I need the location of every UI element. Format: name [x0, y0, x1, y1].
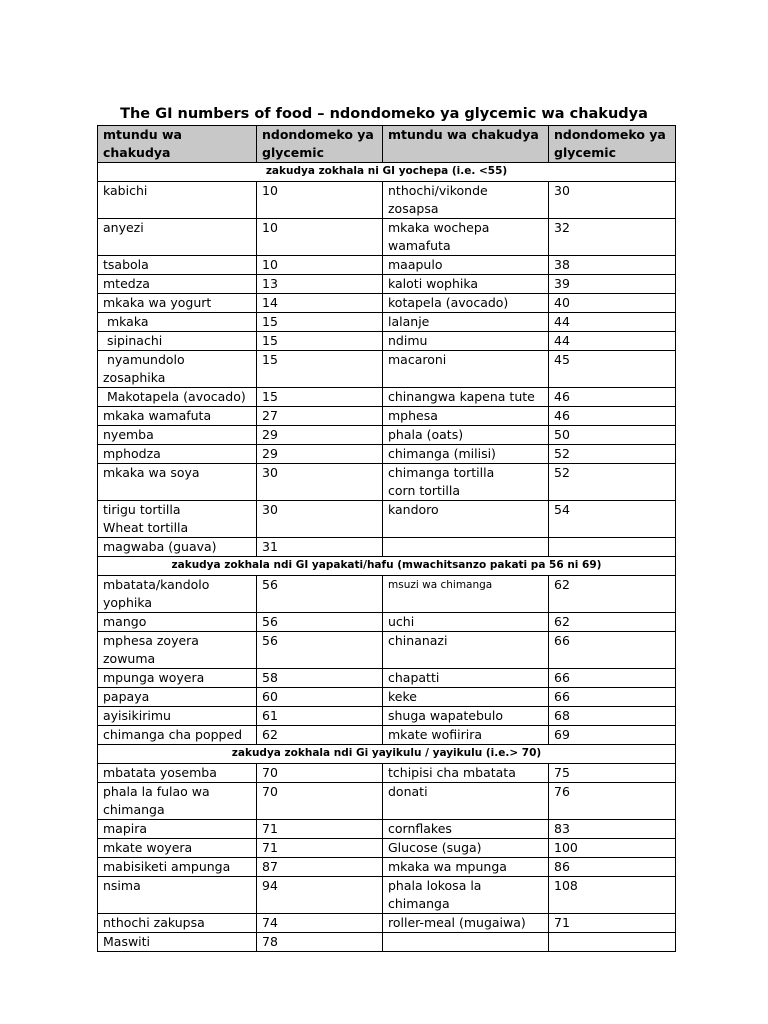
food-name-cell: tsabola: [98, 256, 257, 275]
food-name-cell: sipinachi: [98, 332, 257, 351]
gi-value-cell: 13: [257, 275, 383, 294]
gi-value-cell: 61: [257, 707, 383, 726]
food-name-cell: mtedza: [98, 275, 257, 294]
table-row: [98, 726, 676, 745]
gi-value-cell: 74: [257, 914, 383, 933]
gi-value-cell: 71: [549, 914, 676, 933]
gi-table: [97, 125, 676, 952]
table-row: [98, 933, 676, 952]
table-row: [98, 877, 676, 914]
food-name-cell: mbatata/kandolo yophika: [98, 576, 257, 613]
gi-value-cell: 94: [257, 877, 383, 914]
header-food-type-1: mtundu wa chakudya: [98, 126, 257, 163]
food-name-cell: mbatata yosemba: [98, 764, 257, 783]
food-name-cell: kabichi: [98, 182, 257, 219]
food-name-cell: phala la fulao wa chimanga: [98, 783, 257, 820]
gi-value-cell: 50: [549, 426, 676, 445]
gi-value-cell: 60: [257, 688, 383, 707]
food-name-cell: papaya: [98, 688, 257, 707]
gi-value-cell: 66: [549, 688, 676, 707]
gi-value-cell: 76: [549, 783, 676, 820]
food-name-cell: mphesa: [383, 407, 549, 426]
section-header-row: [98, 163, 676, 182]
gi-value-cell: 87: [257, 858, 383, 877]
section-header-row: [98, 557, 676, 576]
food-name-cell: nthochi zakupsa: [98, 914, 257, 933]
header-gi-value-1: ndondomeko ya glycemic: [257, 126, 383, 163]
table-row: [98, 858, 676, 877]
gi-table-body: [98, 163, 676, 952]
gi-value-cell: 38: [549, 256, 676, 275]
gi-value-cell: 86: [549, 858, 676, 877]
gi-value-cell: 54: [549, 501, 676, 538]
section-label: zakudya zokhala ni GI yochepa (i.e. <55): [98, 163, 676, 182]
gi-value-cell: 69: [549, 726, 676, 745]
table-row: [98, 275, 676, 294]
food-name-cell: tirigu tortilla Wheat tortilla: [98, 501, 257, 538]
gi-value-cell: 46: [549, 388, 676, 407]
food-name-cell: nyamundolo zosaphika: [98, 351, 257, 388]
gi-value-cell: 15: [257, 351, 383, 388]
food-name-cell: mkate woyera: [98, 839, 257, 858]
gi-value-cell: 44: [549, 332, 676, 351]
table-row: [98, 820, 676, 839]
table-row: [98, 332, 676, 351]
gi-value-cell: 56: [257, 632, 383, 669]
table-row: [98, 613, 676, 632]
gi-value-cell: 70: [257, 764, 383, 783]
food-name-cell: cornflakes: [383, 820, 549, 839]
table-row: [98, 764, 676, 783]
food-name-cell: chapatti: [383, 669, 549, 688]
gi-value-cell: 15: [257, 313, 383, 332]
table-row: [98, 783, 676, 820]
food-name-cell: chinanazi: [383, 632, 549, 669]
table-row: [98, 538, 676, 557]
gi-value-cell: 58: [257, 669, 383, 688]
table-row: [98, 839, 676, 858]
food-name-cell: kotapela (avocado): [383, 294, 549, 313]
gi-value-cell: 46: [549, 407, 676, 426]
table-row: [98, 501, 676, 538]
food-name-cell: ayisikirimu: [98, 707, 257, 726]
food-name-cell: chimanga cha popped: [98, 726, 257, 745]
food-name-cell: Glucose (suga): [383, 839, 549, 858]
gi-value-cell: 30: [257, 501, 383, 538]
food-name-cell: mphodza: [98, 445, 257, 464]
food-name-cell: mkaka: [98, 313, 257, 332]
food-name-cell: mkaka wochepa wamafuta: [383, 219, 549, 256]
food-name-cell: mapira: [98, 820, 257, 839]
gi-value-cell: 62: [257, 726, 383, 745]
food-name-cell: Makotapela (avocado): [98, 388, 257, 407]
food-name-cell: anyezi: [98, 219, 257, 256]
gi-value-cell: 15: [257, 388, 383, 407]
gi-value-cell: 52: [549, 445, 676, 464]
food-name-cell: mango: [98, 613, 257, 632]
table-row: [98, 576, 676, 613]
food-name-cell: kaloti wophika: [383, 275, 549, 294]
food-name-cell: mkaka wa yogurt: [98, 294, 257, 313]
gi-value-cell: 66: [549, 632, 676, 669]
table-row: [98, 914, 676, 933]
gi-value-cell: 44: [549, 313, 676, 332]
table-row: [98, 426, 676, 445]
gi-value-cell: 40: [549, 294, 676, 313]
table-row: [98, 219, 676, 256]
food-name-cell: mabisiketi ampunga: [98, 858, 257, 877]
food-name-cell: ndimu: [383, 332, 549, 351]
table-row: [98, 445, 676, 464]
gi-value-cell: 39: [549, 275, 676, 294]
gi-value-cell: 10: [257, 219, 383, 256]
food-name-cell: nsima: [98, 877, 257, 914]
gi-value-cell: 68: [549, 707, 676, 726]
food-name-cell: kandoro: [383, 501, 549, 538]
gi-value-cell: 30: [257, 464, 383, 501]
food-name-cell: phala (oats): [383, 426, 549, 445]
food-name-cell: nyemba: [98, 426, 257, 445]
section-label: zakudya zokhala ndi GI yapakati/hafu (mwachitsanzo pakati pa 56 ni 69): [98, 557, 676, 576]
table-row: [98, 294, 676, 313]
gi-value-cell: 52: [549, 464, 676, 501]
table-row: [98, 464, 676, 501]
food-name-cell: keke: [383, 688, 549, 707]
table-row: [98, 256, 676, 275]
food-name-cell: mkaka wamafuta: [98, 407, 257, 426]
gi-value-cell: 15: [257, 332, 383, 351]
gi-value-cell: 29: [257, 426, 383, 445]
table-row: [98, 313, 676, 332]
gi-value-cell: 56: [257, 613, 383, 632]
section-header-row: [98, 745, 676, 764]
food-name-cell: mkaka wa soya: [98, 464, 257, 501]
food-name-cell: lalanje: [383, 313, 549, 332]
food-name-cell: roller-meal (mugaiwa): [383, 914, 549, 933]
food-name-cell: nthochi/vikonde zosapsa: [383, 182, 549, 219]
gi-value-cell: 100: [549, 839, 676, 858]
food-name-cell: chimanga (milisi): [383, 445, 549, 464]
table-row: [98, 632, 676, 669]
gi-value-cell: 78: [257, 933, 383, 952]
gi-value-cell: 75: [549, 764, 676, 783]
gi-value-cell: 71: [257, 820, 383, 839]
food-name-cell: chinangwa kapena tute: [383, 388, 549, 407]
food-name-cell: mphesa zoyera zowuma: [98, 632, 257, 669]
food-name-cell: phala lokosa la chimanga: [383, 877, 549, 914]
food-name-cell: Maswiti: [98, 933, 257, 952]
gi-value-cell: 45: [549, 351, 676, 388]
gi-value-cell: 56: [257, 576, 383, 613]
food-name-cell: mpunga woyera: [98, 669, 257, 688]
food-name-cell: [383, 933, 549, 952]
food-name-cell: mkaka wa mpunga: [383, 858, 549, 877]
food-name-cell: chimanga tortilla corn tortilla: [383, 464, 549, 501]
gi-value-cell: 32: [549, 219, 676, 256]
food-name-cell: magwaba (guava): [98, 538, 257, 557]
food-name-cell: [383, 538, 549, 557]
gi-value-cell: 31: [257, 538, 383, 557]
table-row: [98, 707, 676, 726]
gi-value-cell: 62: [549, 576, 676, 613]
document-title: The GI numbers of food – ndondomeko ya glycemic wa chakudya: [120, 106, 648, 122]
gi-value-cell: 27: [257, 407, 383, 426]
table-row: [98, 669, 676, 688]
food-name-cell: macaroni: [383, 351, 549, 388]
food-name-cell: tchipisi cha mbatata: [383, 764, 549, 783]
table-row: [98, 407, 676, 426]
gi-value-cell: 10: [257, 256, 383, 275]
header-food-type-2: mtundu wa chakudya: [383, 126, 549, 163]
gi-value-cell: 83: [549, 820, 676, 839]
gi-value-cell: 108: [549, 877, 676, 914]
table-row: [98, 388, 676, 407]
gi-value-cell: [549, 933, 676, 952]
gi-value-cell: 10: [257, 182, 383, 219]
food-name-cell: mkate wofiirira: [383, 726, 549, 745]
food-name-cell: shuga wapatebulo: [383, 707, 549, 726]
food-name-cell: donati: [383, 783, 549, 820]
header-gi-value-2: ndondomeko ya glycemic: [549, 126, 676, 163]
gi-value-cell: 62: [549, 613, 676, 632]
table-row: [98, 688, 676, 707]
food-name-cell: uchi: [383, 613, 549, 632]
gi-value-cell: 14: [257, 294, 383, 313]
gi-value-cell: 66: [549, 669, 676, 688]
food-name-cell: msuzi wa chimanga: [383, 576, 549, 613]
table-row: [98, 182, 676, 219]
header-row: [98, 126, 676, 163]
gi-value-cell: 29: [257, 445, 383, 464]
section-label: zakudya zokhala ndi Gi yayikulu / yayikulu (i.e.> 70): [98, 745, 676, 764]
food-name-cell: maapulo: [383, 256, 549, 275]
gi-value-cell: 70: [257, 783, 383, 820]
gi-value-cell: 30: [549, 182, 676, 219]
gi-value-cell: [549, 538, 676, 557]
gi-value-cell: 71: [257, 839, 383, 858]
table-row: [98, 351, 676, 388]
